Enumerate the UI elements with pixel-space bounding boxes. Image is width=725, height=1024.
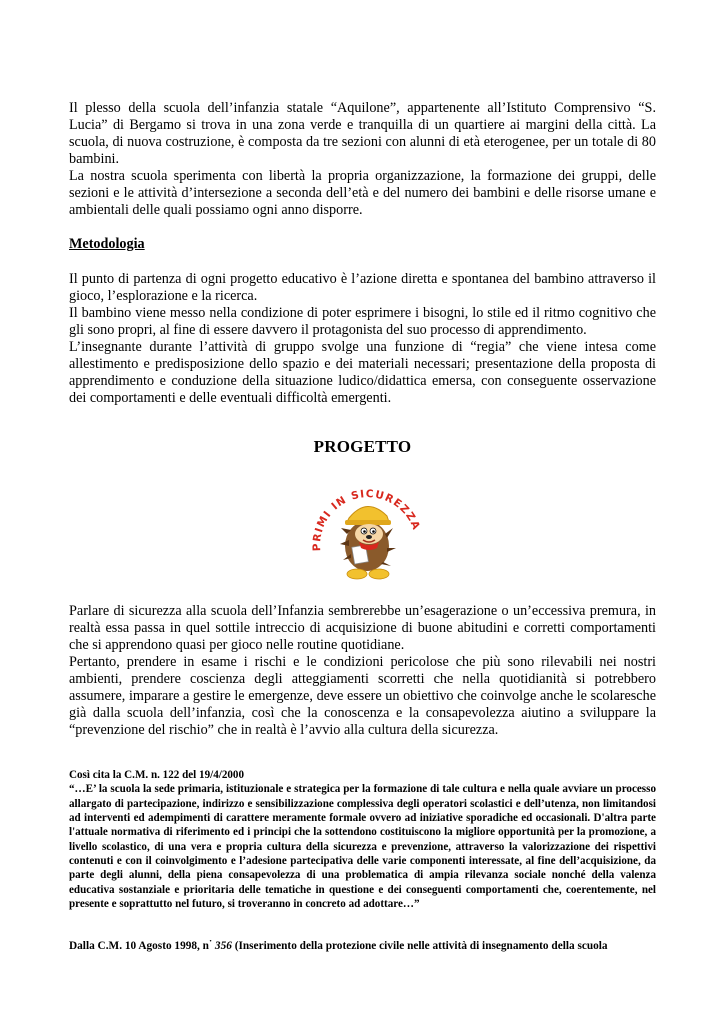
citazione-block — [69, 768, 656, 911]
intro-paragraph-1: Il plesso della scuola dell’infanzia statale “Aquilone”, appartenente all’Istituto Comprensivo “S. Lucia” di Bergamo si trova in una zona verde e tranquilla di un quartiere ai margini della città. La scuola, di nuova costruzione, è composta da tre sezioni con alunni di età eterogenee, per un totale di 80 bambini. — [69, 100, 656, 168]
hedgehog-face — [355, 524, 383, 544]
final-line — [69, 934, 659, 955]
final-superscript: · — [208, 937, 213, 947]
metodologia-paragraph-2: Il bambino viene messo nella condizione di poter esprimere i bisogni, lo stile ed il ritmo cognitivo che gli sono propri, al fine di essere davvero il protagonista del suo processo di apprendimento. — [69, 305, 656, 339]
final-prefix: Dalla C.M. 10 Agosto 1998, n — [69, 939, 209, 952]
progetto-paragraph-2: Pertanto, prendere in esame i rischi e le condizioni pericolose che più sono rilevabili nei nostri ambienti, prendere coscienza degli atteggiamenti scorretti che nella quotidianità si potrebbero assumere, imparare a gestire le emergenze, deve essere un obiettivo che coinvolge anche le scolaresche già dalla scuola dell’infanzia, così che la conoscenza e la consapevolezza aiutino a sviluppare la “prevenzione del rischio” che in realtà è l’avvio alla cultura della sicurezza. — [69, 654, 656, 739]
metodologia-heading: Metodologia — [69, 236, 145, 252]
progetto-paragraph-1: Parlare di sicurezza alla scuola dell’Infanzia sembrerebbe un’esagerazione o un’eccessiva premura, in realtà essa passa in quel sottile intreccio di acquisizione di buone abitudini e corretti comportamenti che si apprendono quasi per gioco nelle routine quotidiane. — [69, 603, 656, 654]
intro-paragraph-2: La nostra scuola sperimenta con libertà la propria organizzazione, la formazione dei gruppi, delle sezioni e le attività d’intersezione a seconda dell’età e del numero dei bambini e delle risorse umane e ambientali delle quali possiamo ogni anno disporre. — [69, 168, 656, 219]
progetto-title: PROGETTO — [313, 437, 412, 456]
logo-graphic — [307, 476, 425, 588]
citazione-quote: “…E’ la scuola la sede primaria, istituzionale e strategica per la formazione di tale cultura e nella quale avviare un processo allargato di partecipazione, indirizzo e sensibilizzazione complessiva degli operatori scolastici e dell’utenza, non limitandosi ad interventi ed adempimenti di carattere meramente formale ovvero ad iniziative sporadiche ed occasionali. D'altra parte l'attuale normativa di riferimento ed i principi che la sottendono costituiscono la migliore opportunità per la promozione, a livello scolastico, di una vera e propria cultura della sicurezza e prevenzione, attraverso la valorizzazione dei rispettivi contenuti e con il coinvolgimento e l’adesione partecipativa delle varie componenti interessate, al fine dell’acquisizione, da parte degli alunni, della piena consapevolezza di una problematica di ampia rilevanza sociale nonché della valenza educativa sostanziale e prioritaria delle tematiche in questione e dei conseguenti comportamenti che, coerentemente, nel presente e soprattutto nel futuro, si troveranno in concreto ad adottare…” — [69, 783, 656, 911]
metodologia-paragraph-1: Il punto di partenza di ogni progetto educativo è l’azione diretta e spontanea del bambino attraverso il gioco, l’esplorazione e la ricerca. — [69, 271, 656, 305]
primi-in-sicurezza-logo — [307, 476, 425, 588]
final-number: 356 — [212, 939, 232, 952]
final-rest: (Inserimento della protezione civile nelle attività di insegnamento della scuola — [231, 939, 608, 952]
helmet-shape — [347, 506, 389, 522]
logo-arc-text: PRIMI IN SICUREZZA — [311, 488, 423, 552]
citazione-source: Così cita la C.M. n. 122 del 19/4/2000 — [69, 769, 245, 781]
metodologia-paragraph-3: L’insegnante durante l’attività di gruppo svolge una funzione di “regia” che viene intesa come allestimento e predisposizione dello spazio e dei materiali necessari; presentazione della proposta di apprendimento e conduzione della situazione ludico/didattica emersa, con conseguente osservazione dei comportamenti e delle eventuali difficoltà emergenti. — [69, 339, 656, 407]
